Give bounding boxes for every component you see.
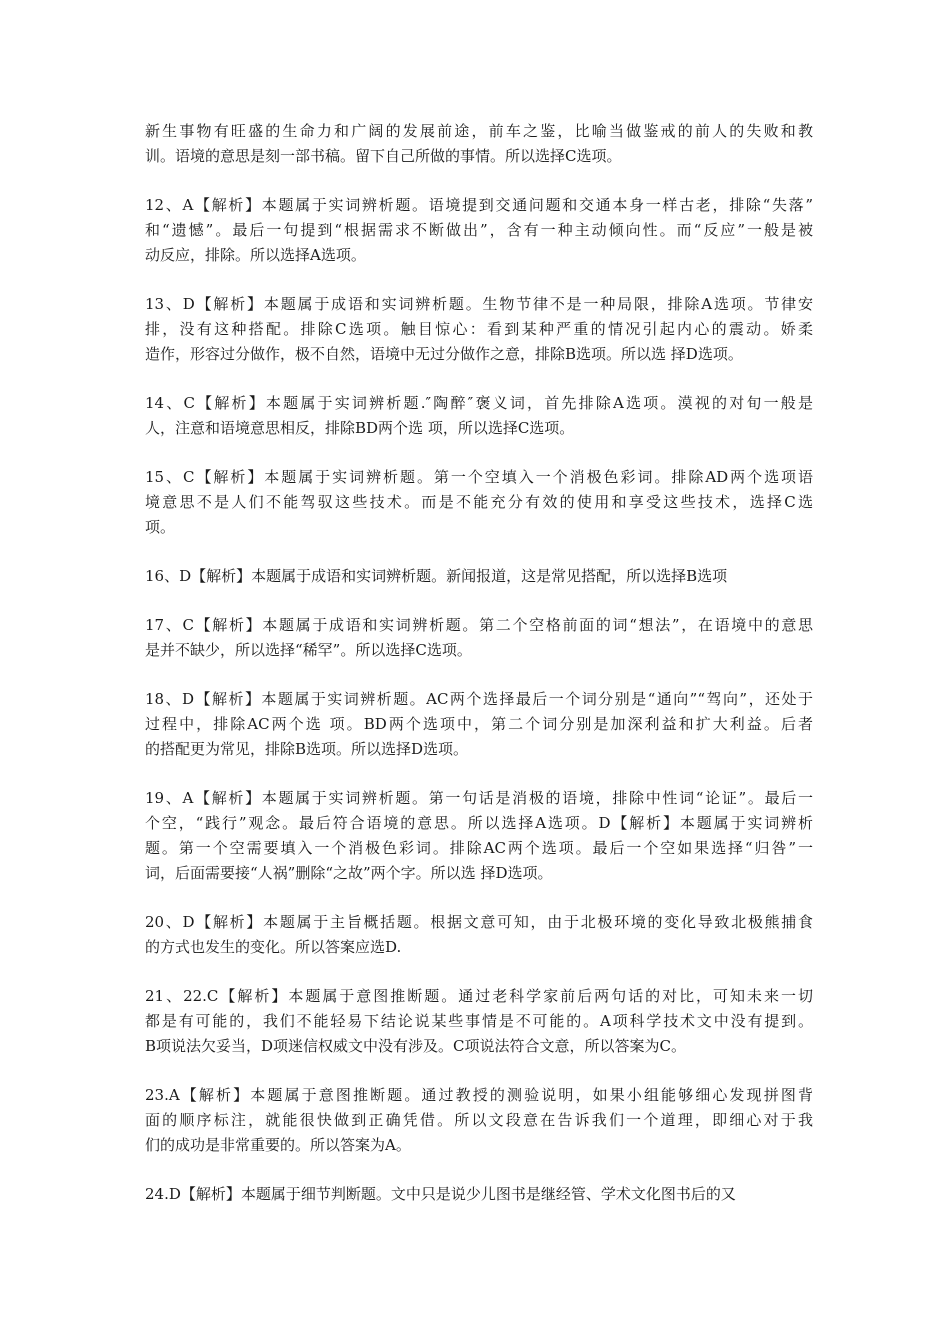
- text-line: 的方式也发生的变化。所以答案应选D.: [145, 938, 402, 956]
- explanation-paragraph: [145, 391, 813, 441]
- text-line: 们的成功是非常重要的。所以答案为A。: [145, 1136, 411, 1154]
- text-line: 面的顺序标注，就能很快做到正确凭借。所以文段意在告诉我们一个道理，即细心对于我: [145, 1111, 813, 1129]
- answer-explanations: [145, 119, 813, 1231]
- explanation-paragraph: [145, 119, 813, 169]
- text-line: 排，没有这种搭配。排除C选项。触目惊心：看到某种严重的情况引起内心的震动。娇柔: [145, 320, 813, 338]
- text-line: 动反应，排除。所以选择A选项。: [145, 246, 366, 264]
- explanation-paragraph: [145, 1182, 813, 1207]
- text-line: 个空，“践行”观念。最后符合语境的意思。所以选择A选项。D【解析】本题属于实词辨析: [145, 814, 813, 832]
- explanation-paragraph: [145, 465, 813, 540]
- text-line: 过程中，排除AC两个选 项。BD两个选项中，第二个词分别是加深利益和扩大利益。后者: [145, 715, 813, 733]
- text-line: 的搭配更为常见，排除B选项。所以选择D选项。: [145, 740, 469, 758]
- text-line: 21、22.C【解析】本题属于意图推断题。通过老科学家前后两句话的对比，可知未来一切: [145, 987, 813, 1005]
- text-line: 19、A【解析】本题属于实词辨析题。第一句话是消极的语境，排除中性词“论证”。最后一: [145, 789, 813, 807]
- text-line: 是并不缺少，所以选择“稀罕”。所以选择C选项。: [145, 641, 472, 659]
- text-line: 16、D【解析】本题属于成语和实词辨析题。新闻报道，这是常见搭配，所以选择B选项: [145, 567, 728, 585]
- text-line: 新生事物有旺盛的生命力和广阔的发展前途，前车之鉴，比喻当做鉴戒的前人的失败和教: [145, 122, 813, 140]
- text-line: 都是有可能的，我们不能轻易下结论说某些事情是不可能的。A项科学技术文中没有提到。: [145, 1012, 813, 1030]
- text-line: 23.A【解析】本题属于意图推断题。通过教授的测验说明，如果小组能够细心发现拼图背: [145, 1086, 813, 1104]
- text-line: 词，后面需要接“人祸”删除“之故”两个字。所以选 择D选项。: [145, 864, 553, 882]
- text-line: B项说法欠妥当，D项迷信权威文中没有涉及。C项说法符合文意，所以答案为C。: [145, 1037, 687, 1055]
- text-line: 12、A【解析】本题属于实词辨析题。语境提到交通问题和交通本身一样古老，排除“失落”: [145, 196, 813, 214]
- text-line: 题。第一个空需要填入一个消极色彩词。排除AC两个选项。最后一个空如果选择“归咎”一: [145, 839, 813, 857]
- explanation-paragraph: [145, 193, 813, 268]
- explanation-paragraph: [145, 613, 813, 663]
- explanation-paragraph: [145, 1083, 813, 1158]
- explanation-paragraph: [145, 687, 813, 762]
- text-line: 境意思不是人们不能驾驭这些技术。而是不能充分有效的使用和享受这些技术，选择C选: [145, 493, 813, 511]
- text-line: 造作，形容过分做作，极不自然，语境中无过分做作之意，排除B选项。所以选 择D选项。: [145, 345, 743, 363]
- text-line: 24.D【解析】本题属于细节判断题。文中只是说少儿图书是继经管、学术文化图书后的又: [145, 1185, 736, 1203]
- text-line: 人，注意和语境意思相反，排除BD两个选 项，所以选择C选项。: [145, 419, 575, 437]
- text-line: 13、D【解析】本题属于成语和实词辨析题。生物节律不是一种局限，排除A选项。节律安: [145, 295, 813, 313]
- text-line: 和“遗憾”。最后一句提到“根据需求不断做出”，含有一种主动倾向性。而“反应”一般是被: [145, 221, 813, 239]
- explanation-paragraph: [145, 786, 813, 886]
- text-line: 17、C【解析】本题属于成语和实词辨析题。第二个空格前面的词“想法”，在语境中的意思: [145, 616, 813, 634]
- explanation-paragraph: [145, 292, 813, 367]
- explanation-paragraph: [145, 984, 813, 1059]
- text-line: 训。语境的意思是刻一部书稿。留下自己所做的事情。所以选择C选项。: [145, 147, 622, 165]
- text-line: 项。: [145, 518, 176, 536]
- explanation-paragraph: [145, 564, 813, 589]
- text-line: 18、D【解析】本题属于实词辨析题。AC两个选择最后一个词分别是“通向”“驾向”，还处于: [145, 690, 813, 708]
- text-line: 20、D【解析】本题属于主旨概括题。根据文意可知，由于北极环境的变化导致北极熊捕食: [145, 913, 813, 931]
- text-line: 14、C【解析】本题属于实词辨析题.″陶醉″褒义词，首先排除A选项。漠视的对旬一般是: [145, 394, 813, 412]
- explanation-paragraph: [145, 910, 813, 960]
- text-line: 15、C【解析】本题属于实词辨析题。第一个空填入一个消极色彩词。排除AD两个选项语: [145, 468, 813, 486]
